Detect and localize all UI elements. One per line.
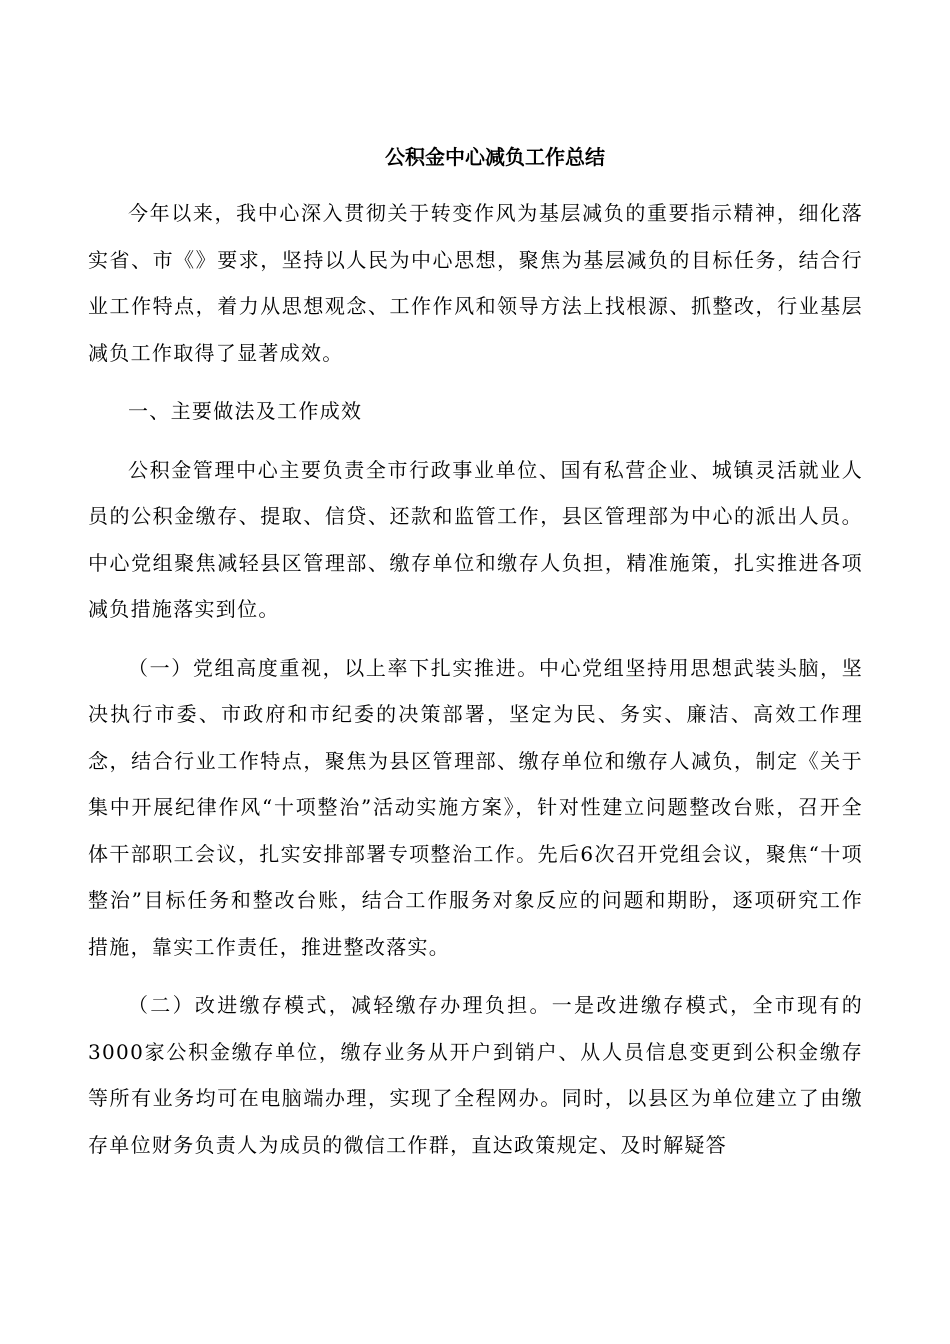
overview-paragraph: 公积金管理中心主要负责全市行政事业单位、国有私营企业、城镇灵活就业人员的公积金缴存、提取、信贷、还款和监管工作，县区管理部为中心的派出人员。中心党组聚焦减轻县区管理部、缴存单位和缴存人负担，精准施策，扎实推进各项减负措施落实到位。	[88, 457, 863, 621]
section-heading: 一、主要做法及工作成效	[128, 399, 363, 423]
subsection-2-paragraph: （二）改进缴存模式，减轻缴存办理负担。一是改进缴存模式，全市现有的3000家公积金缴存单位，缴存业务从开户到销户、从人员信息变更到公积金缴存等所有业务均可在电脑端办理，实现了全程网办。同时，以县区为单位建立了由缴存单位财务负责人为成员的微信工作群，直达政策规定、及时解疑答	[88, 993, 863, 1157]
intro-paragraph: 今年以来，我中心深入贯彻关于转变作风为基层减负的重要指示精神，细化落实省、市《》要求，坚持以人民为中心思想，聚焦为基层减负的目标任务，结合行业工作特点，着力从思想观念、工作作风和领导方法上找根源、抓整改，行业基层减负工作取得了显著成效。	[88, 201, 863, 365]
subsection-1-paragraph: （一）党组高度重视，以上率下扎实推进。中心党组坚持用思想武装头脑，坚决执行市委、市政府和市纪委的决策部署，坚定为民、务实、廉洁、高效工作理念，结合行业工作特点，聚焦为县区管理部、缴存单位和缴存人减负，制定《关于集中开展纪律作风“十项整治”活动实施方案》，针对性建立问题整改台账，召开全体干部职工会议，扎实安排部署专项整治工作。先后6次召开党组会议，聚焦“十项整治”目标任务和整改台账，结合工作服务对象反应的问题和期盼，逐项研究工作措施，靠实工作责任，推进整改落实。	[88, 655, 863, 959]
document-body	[88, 190, 863, 1168]
document-title: 公积金中心减负工作总结	[385, 145, 605, 169]
